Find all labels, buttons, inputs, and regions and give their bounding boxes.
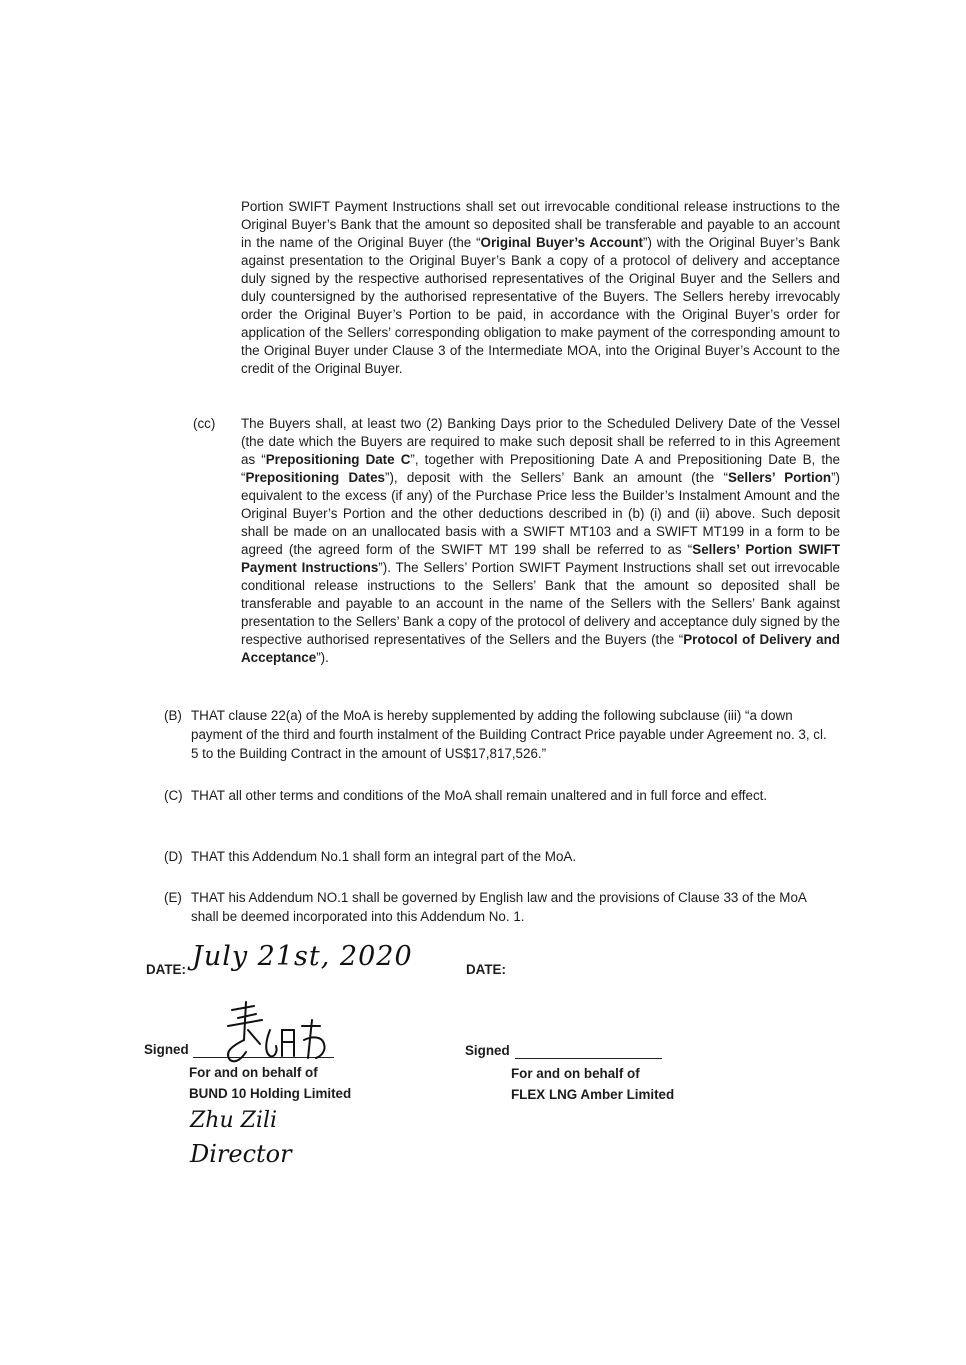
- defined-term: Prepositioning Dates: [245, 470, 385, 485]
- left-handwritten-title: Director: [190, 1140, 292, 1168]
- clause-cc-label: (cc): [193, 416, 216, 431]
- text-segment: The Buyers shall, at least two (2) Banking Days prior to the Scheduled Delivery Date of the Vessel (the date which the Buyers are required to make such deposit shall be referred to in this Agreement as “: [241, 416, 840, 467]
- defined-term: Original Buyer’s Account: [480, 235, 643, 250]
- right-signature-line: [515, 1058, 662, 1059]
- left-behalf-line1: For and on behalf of: [189, 1065, 318, 1080]
- clause-c-text: THAT all other terms and conditions of the MoA shall remain unaltered and in full force and effect.: [191, 788, 768, 803]
- text-segment: ”) with the Original Buyer’s Bank against presentation to the Original Buyer’s Bank a copy of a protocol of delivery and acceptance duly signed by the respective authorised representatives of the Original Buyer and the Sellers and duly countersigned by the authorised representative of the Buyers. The Sellers hereby irrevocably order the Original Buyer’s Portion to be paid, in accordance with the Original Buyer’s order for application of the Sellers’ corresponding obligation to make payment of the corresponding amount to the Original Buyer under Clause 3 of the Intermediate MOA, into the Original Buyer’s Account to the credit of the Original Buyer.: [241, 235, 841, 376]
- right-behalf-line1: For and on behalf of: [511, 1066, 640, 1081]
- clause-d-text: THAT this Addendum No.1 shall form an integral part of the MoA.: [191, 849, 577, 864]
- defined-term: Protocol of Delivery and Acceptance: [241, 632, 840, 665]
- left-behalf-block: [189, 1062, 351, 1104]
- left-company-name: BUND 10 Holding Limited: [189, 1086, 352, 1101]
- text-segment: ”).: [316, 650, 329, 665]
- clause-e-label: (E): [164, 890, 182, 905]
- right-company-name: FLEX LNG Amber Limited: [511, 1087, 675, 1102]
- left-signed-label: Signed: [144, 1042, 189, 1057]
- right-date-label: DATE:: [466, 962, 506, 977]
- handwritten-signature-icon: [212, 1000, 337, 1070]
- right-signed-label: Signed: [465, 1043, 510, 1058]
- text-segment: Portion SWIFT Payment Instructions shall set out irrevocable conditional release instructions to the Original Buyer’s Bank that the amount so deposited shall be transferable and payable to an account in the name of the Original Buyer (the “: [241, 199, 840, 250]
- text-segment: ”). The Sellers’ Portion SWIFT Payment Instructions shall set out irrevocable conditional release instructions to the Sellers’ Bank that the amount so deposited shall be transferable and payable to an account in the name of the Sellers with the Sellers’ Bank against presentation to the Sellers’ Bank a copy of the protocol of delivery and acceptance duly signed by the respective authorised representatives of the Sellers and the Buyers (the “: [241, 560, 841, 647]
- left-handwritten-name: Zhu Zili: [190, 1108, 278, 1133]
- clause-d-label: (D): [164, 849, 183, 864]
- right-behalf-block: [511, 1063, 674, 1105]
- defined-term: Sellers’ Portion SWIFT Payment Instructions: [241, 542, 841, 575]
- clause-b-text: THAT clause 22(a) of the MoA is hereby supplemented by adding the following subclause (iii) “a down payment of the third and fourth instalment of the Building Contract Price payable under Agreement no. 3, cl. 5 to the Building Contract in the amount of US$17,817,526.”: [191, 708, 827, 761]
- text-segment: ”) equivalent to the excess (if any) of the Purchase Price less the Builder’s Instalment Amount and the Original Buyer’s Portion and the other deductions described in (b) (i) and (ii) above. Such deposit shall be made on an unallocated basis with a SWIFT MT103 and a SWIFT MT199 in a form to be agreed (the agreed form of the SWIFT MT 199 shall be referred to as “: [241, 470, 840, 557]
- clause-b-label: (B): [164, 708, 182, 723]
- left-date-handwritten: July 21st, 2020: [192, 941, 413, 972]
- text-segment: ”, together with Prepositioning Date A and Prepositioning Date B, the “: [241, 452, 840, 485]
- clause-cc-paragraph: [241, 415, 840, 667]
- clause-c-label: (C): [164, 788, 183, 803]
- text-segment: ”), deposit with the Sellers’ Bank an amount (the “: [384, 470, 728, 485]
- defined-term: Sellers’ Portion: [728, 470, 832, 485]
- left-date-label: DATE:: [146, 962, 186, 977]
- continuation-paragraph: [241, 198, 840, 378]
- clause-e-text: THAT his Addendum NO.1 shall be governed by English law and the provisions of Clause 33 of the MoA shall be deemed incorporated into this Addendum No. 1.: [191, 890, 807, 924]
- defined-term: Prepositioning Date C: [265, 452, 411, 467]
